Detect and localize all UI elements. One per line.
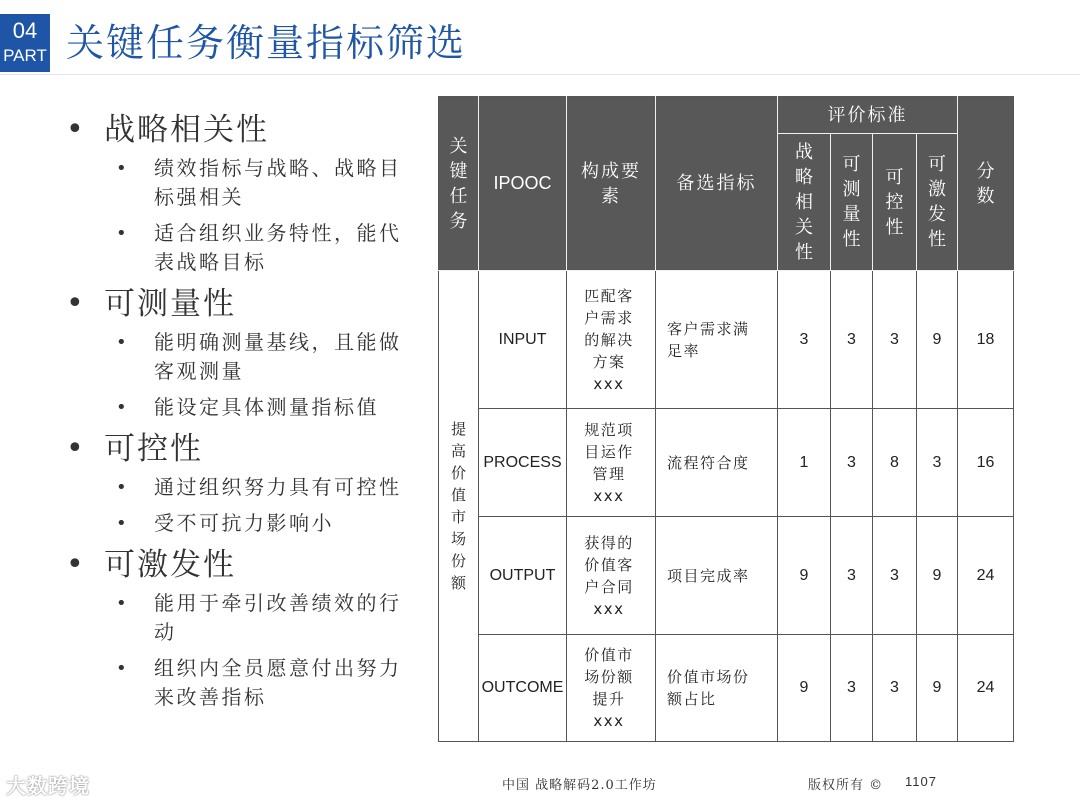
score-controllable: 3 — [873, 635, 917, 742]
candidate-text: 项目完成率 — [667, 566, 750, 585]
header-score — [958, 97, 1014, 271]
candidate-cell — [656, 635, 778, 742]
header-criterion-measurable — [831, 134, 873, 271]
sub-bullet — [116, 328, 426, 386]
sub-bullet — [116, 154, 426, 212]
ipooc-cell: OUTPUT — [479, 517, 567, 635]
score-strategic: 1 — [778, 409, 831, 517]
footer-page-number: 1107 — [905, 774, 937, 789]
score-measurable: 3 — [831, 409, 873, 517]
candidate-cell — [656, 409, 778, 517]
header-key-task-label: 关键任务 — [449, 135, 468, 232]
sub-bullet-dot-icon: • — [116, 477, 127, 498]
bullet-title: 可激发性 — [104, 547, 236, 583]
score-motivating: 3 — [917, 409, 958, 517]
sub-bullet-text: 组织内全员愿意付出努力来改善指标 — [154, 656, 402, 709]
header-elements-label: 构成要素 — [581, 160, 641, 207]
candidate-text: 流程符合度 — [667, 453, 750, 472]
sub-bullet-text: 通过组织努力具有可控性 — [154, 475, 402, 499]
bullet-dot-icon: • — [66, 112, 84, 147]
score-measurable: 3 — [831, 271, 873, 409]
sub-bullet — [116, 589, 426, 647]
score-strategic: 3 — [778, 271, 831, 409]
sub-bullet-text: 绩效指标与战略、战略目标强相关 — [154, 156, 402, 209]
bullet-heading — [66, 429, 426, 469]
ipooc-cell: OUTCOME — [479, 635, 567, 742]
sub-bullet-dot-icon: • — [116, 223, 127, 244]
header-criterion-motivating — [917, 134, 958, 271]
score-total: 24 — [958, 517, 1014, 635]
element-text: 规范项目运作管理 — [584, 420, 634, 483]
bullet-title: 战略相关性 — [104, 112, 269, 148]
element-text: 获得的价值客户合同 — [584, 533, 634, 596]
candidate-text: 客户需求满足率 — [667, 319, 750, 360]
footer-center-text: 中国 战略解码2.0工作坊 — [502, 778, 657, 793]
key-task-cell — [439, 271, 479, 742]
element-text: 匹配客户需求的解决方案 — [584, 286, 634, 371]
sub-bullet — [116, 654, 426, 712]
candidate-cell — [656, 271, 778, 409]
score-total: 24 — [958, 635, 1014, 742]
header-criteria-group — [778, 97, 958, 134]
bullet-heading — [66, 545, 426, 585]
sub-bullet-dot-icon: • — [116, 332, 127, 353]
table-row — [439, 517, 1014, 635]
score-total: 18 — [958, 271, 1014, 409]
bullet-group-measurable — [66, 284, 426, 422]
title-divider — [0, 74, 1080, 75]
criteria-bullet-list — [66, 108, 426, 719]
ipooc-cell: PROCESS — [479, 409, 567, 517]
header-criterion-label: 战略相关性 — [795, 141, 813, 263]
score-measurable: 3 — [831, 517, 873, 635]
table-row — [439, 635, 1014, 742]
bullet-dot-icon: • — [66, 286, 84, 321]
bullet-group-controllable — [66, 429, 426, 538]
element-code: xxx — [593, 599, 625, 618]
sub-bullet-list — [116, 328, 426, 422]
score-measurable: 3 — [831, 635, 873, 742]
sub-bullet-dot-icon: • — [116, 158, 127, 179]
sub-bullet-list — [116, 473, 426, 538]
element-code: xxx — [593, 486, 625, 505]
bullet-heading — [66, 110, 426, 150]
sub-bullet-text: 能用于牵引改善绩效的行动 — [154, 591, 402, 644]
header-criterion-controllable — [873, 134, 917, 271]
bullet-title: 可控性 — [104, 431, 203, 467]
sub-bullet — [116, 393, 426, 422]
header-criterion-label: 可测量性 — [842, 154, 861, 250]
element-cell — [567, 517, 656, 635]
table-row — [439, 271, 1014, 409]
score-motivating: 9 — [917, 635, 958, 742]
score-controllable: 8 — [873, 409, 917, 517]
score-strategic: 9 — [778, 517, 831, 635]
sub-bullet-text: 能设定具体测量指标值 — [154, 395, 379, 419]
header-key-task — [439, 97, 479, 271]
sub-bullet-dot-icon: • — [116, 658, 127, 679]
part-badge — [0, 14, 50, 72]
part-number: 04 — [12, 18, 38, 43]
score-controllable: 3 — [873, 271, 917, 409]
header-criteria-group-label: 评价标准 — [827, 104, 908, 126]
sub-bullet — [116, 219, 426, 277]
element-cell — [567, 271, 656, 409]
sub-bullet-text: 能明确测量基线，且能做客观测量 — [154, 330, 402, 383]
kpi-screening-table — [438, 96, 1014, 742]
page-title: 关键任务衡量指标筛选 — [66, 21, 467, 65]
sub-bullet — [116, 473, 426, 502]
bullet-dot-icon: • — [66, 431, 84, 466]
bullet-group-motivating — [66, 545, 426, 712]
bullet-title: 可测量性 — [104, 286, 236, 322]
header-score-label: 分数 — [976, 160, 995, 207]
sub-bullet-list — [116, 589, 426, 712]
candidate-cell — [656, 517, 778, 635]
sub-bullet — [116, 509, 426, 538]
element-text: 价值市场份额提升 — [584, 646, 634, 708]
score-motivating: 9 — [917, 517, 958, 635]
score-controllable: 3 — [873, 517, 917, 635]
sub-bullet-text: 受不可抗力影响小 — [154, 511, 334, 535]
sub-bullet-dot-icon: • — [116, 513, 127, 534]
score-total: 16 — [958, 409, 1014, 517]
element-code: xxx — [593, 374, 625, 393]
bullet-dot-icon: • — [66, 547, 84, 582]
ipooc-cell: INPUT — [479, 271, 567, 409]
header-criterion-label: 可控性 — [885, 166, 904, 238]
sub-bullet-dot-icon: • — [116, 593, 127, 614]
footer-copyright: 版权所有 © — [808, 778, 884, 793]
element-cell — [567, 409, 656, 517]
header-ipooc-label: IPOOC — [493, 173, 552, 193]
bullet-heading — [66, 284, 426, 324]
table-row — [439, 409, 1014, 517]
header-candidate — [656, 97, 778, 271]
part-label: PART — [3, 46, 47, 65]
header-ipooc — [479, 97, 567, 271]
score-strategic: 9 — [778, 635, 831, 742]
candidate-text: 价值市场份额占比 — [667, 668, 750, 708]
element-code: xxx — [593, 712, 625, 730]
header-criterion-label: 可激发性 — [928, 154, 946, 250]
header-criterion-strategic — [778, 134, 831, 271]
bullet-group-strategic — [66, 110, 426, 277]
sub-bullet-list — [116, 154, 426, 277]
sub-bullet-text: 适合组织业务特性，能代表战略目标 — [154, 221, 402, 274]
header-elements — [567, 97, 656, 271]
element-cell — [567, 635, 656, 742]
sub-bullet-dot-icon: • — [116, 397, 127, 418]
header-candidate-label: 备选指标 — [676, 173, 757, 194]
key-task-text: 提高价值市场份额 — [450, 420, 466, 592]
score-motivating: 9 — [917, 271, 958, 409]
watermark-logo: 大数跨境 — [6, 774, 90, 798]
